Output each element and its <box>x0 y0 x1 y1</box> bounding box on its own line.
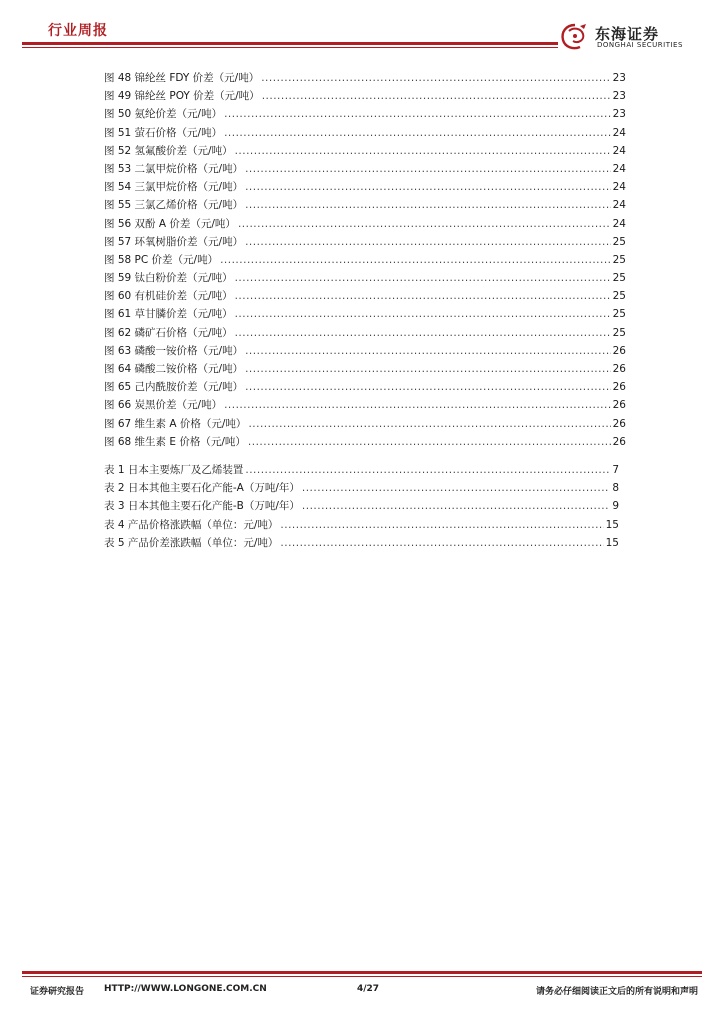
toc-entry-page: 23 <box>612 108 626 121</box>
toc-leader-dots <box>248 418 610 430</box>
toc-entry-label: 图 58 PC 价差（元/吨） <box>104 253 219 266</box>
toc-leader-dots <box>245 363 611 375</box>
toc-leader-dots <box>220 254 611 266</box>
toc-entry[interactable] <box>104 535 619 553</box>
toc-entry-page: 24 <box>612 162 626 175</box>
toc-entry-label: 图 64 磷酸二铵价格（元/吨） <box>104 363 244 375</box>
toc-entry-page: 9 <box>612 500 619 513</box>
toc-entry-page: 25 <box>612 290 626 303</box>
toc-leader-dots <box>235 290 611 302</box>
toc-entry-page: 25 <box>612 326 626 339</box>
toc-entry[interactable] <box>104 480 619 498</box>
toc-entry[interactable] <box>104 306 626 324</box>
toc-entry[interactable] <box>104 106 626 124</box>
toc-entry-page: 24 <box>612 217 626 230</box>
toc-entry[interactable] <box>104 161 626 179</box>
toc-leader-dots <box>224 399 611 411</box>
toc-entry[interactable] <box>104 397 626 415</box>
toc-entry-label: 图 57 环氧树脂价差（元/吨） <box>104 235 244 248</box>
toc-entry[interactable] <box>104 270 626 288</box>
toc-entry[interactable] <box>104 143 626 161</box>
footer-rule-thin <box>22 976 702 977</box>
toc-entry[interactable] <box>104 416 626 434</box>
toc-entry[interactable] <box>104 325 626 343</box>
toc-leader-dots <box>245 464 610 476</box>
toc-entry-page: 24 <box>612 199 626 212</box>
toc-entry-page: 26 <box>612 344 626 357</box>
table-index <box>104 462 626 553</box>
toc-entry-label: 图 53 二氯甲烷价格（元/吨） <box>104 162 244 175</box>
toc-entry-label: 图 56 双酚 A 价差（元/吨） <box>104 217 236 230</box>
footer-rule <box>22 971 702 974</box>
toc-entry-page: 25 <box>612 308 626 321</box>
toc-leader-dots <box>235 272 611 284</box>
toc-leader-dots <box>302 500 610 512</box>
toc-entry-label: 图 48 锦纶丝 FDY 价差（元/吨） <box>104 72 260 84</box>
toc-entry[interactable] <box>104 125 626 143</box>
toc-entry-page: 26 <box>612 363 626 375</box>
toc-leader-dots <box>248 436 611 448</box>
toc-entry-page: 23 <box>612 72 626 84</box>
toc-entry-label: 表 3 日本其他主要石化产能-B（万吨/年） <box>104 500 300 513</box>
toc-leader-dots <box>224 127 611 139</box>
toc-entry-label: 图 50 氨纶价差（元/吨） <box>104 108 223 121</box>
footer-report-type: 证券研究报告 <box>30 987 85 997</box>
toc-entry[interactable] <box>104 462 619 480</box>
toc-entry[interactable] <box>104 379 626 397</box>
toc-entry-label: 图 68 维生素 E 价格（元/吨） <box>104 435 246 448</box>
toc-entry-page: 25 <box>612 235 626 248</box>
toc-leader-dots <box>302 482 610 494</box>
toc-leader-dots <box>262 90 611 102</box>
header-tag: 行业周报 <box>48 23 108 39</box>
toc-leader-dots <box>245 381 611 393</box>
toc-entry-label: 图 51 萤石价格（元/吨） <box>104 126 223 139</box>
toc-entry-page: 26 <box>612 381 626 394</box>
toc-entry-page: 25 <box>612 272 626 285</box>
toc-entry-label: 图 52 氢氟酸价差（元/吨） <box>104 144 233 157</box>
toc-leader-dots <box>245 236 611 248</box>
toc-entry[interactable] <box>104 343 626 361</box>
toc-leader-dots <box>280 537 603 549</box>
toc-entry-label: 图 66 炭黑价差（元/吨） <box>104 399 223 412</box>
toc-entry[interactable] <box>104 434 626 452</box>
toc-entry[interactable] <box>104 197 626 215</box>
toc-entry-page: 24 <box>612 181 626 194</box>
footer-website-link[interactable]: HTTP://WWW.LONGONE.COM.CN <box>104 984 267 994</box>
toc-entry-page: 26 <box>612 399 626 412</box>
toc-entry-page: 26 <box>612 435 626 448</box>
toc-leader-dots <box>245 181 611 193</box>
toc-leader-dots <box>261 72 610 84</box>
company-logo <box>558 22 708 52</box>
toc-entry[interactable] <box>104 288 626 306</box>
toc-entry[interactable] <box>104 234 626 252</box>
toc-leader-dots <box>235 145 611 157</box>
toc-entry[interactable] <box>104 179 626 197</box>
toc-entry-label: 表 2 日本其他主要石化产能-A（万吨/年） <box>104 482 300 495</box>
toc-leader-dots <box>235 327 611 339</box>
footer-disclaimer: 请务必仔细阅读正文后的所有说明和声明 <box>535 987 698 997</box>
toc-leader-dots <box>245 163 611 175</box>
logo-name-cn: 东海证券 <box>595 25 660 43</box>
toc-leader-dots <box>238 218 611 230</box>
toc-entry[interactable] <box>104 216 626 234</box>
toc-entry-label: 图 49 锦纶丝 POY 价差（元/吨） <box>104 90 260 103</box>
toc-entry[interactable] <box>104 517 619 535</box>
toc-entry-label: 表 1 日本主要炼厂及乙烯装置 <box>104 464 244 476</box>
toc-leader-dots <box>245 345 611 357</box>
toc-entry-label: 图 60 有机硅价差（元/吨） <box>104 290 233 303</box>
toc-entry[interactable] <box>104 70 626 88</box>
toc-entry[interactable] <box>104 361 626 379</box>
toc-leader-dots <box>224 108 611 120</box>
toc-entry-label: 图 67 维生素 A 价格（元/吨） <box>104 417 247 430</box>
toc-entry-page: 26 <box>612 417 626 430</box>
figure-index <box>104 70 626 452</box>
logo-name-en: DONGHAI SECURITIES <box>597 41 683 49</box>
toc-entry-label: 图 61 草甘膦价差（元/吨） <box>104 308 233 321</box>
toc-entry-label: 表 4 产品价格涨跌幅（单位：元/吨） <box>104 518 279 531</box>
toc-entry-page: 24 <box>612 144 626 157</box>
toc-entry-label: 图 65 己内酰胺价差（元/吨） <box>104 381 244 394</box>
footer-page-number: 4/27 <box>357 984 380 994</box>
toc-entry-label: 表 5 产品价差涨跌幅（单位：元/吨） <box>104 536 279 549</box>
toc-entry-label: 图 59 钛白粉价差（元/吨） <box>104 272 233 285</box>
toc-entry-page: 24 <box>612 126 626 139</box>
toc-leader-dots <box>280 519 603 531</box>
toc-entry-label: 图 62 磷矿石价格（元/吨） <box>104 326 233 339</box>
dragon-logo-icon <box>558 22 592 52</box>
toc-leader-dots <box>235 308 611 320</box>
toc-leader-dots <box>245 199 611 211</box>
toc-entry-page: 7 <box>612 464 619 476</box>
toc-entry[interactable] <box>104 498 619 516</box>
toc-entry-label: 图 55 三氯乙烯价格（元/吨） <box>104 199 244 212</box>
toc-entry-page: 15 <box>605 536 619 549</box>
toc-entry-page: 25 <box>612 253 626 266</box>
toc-entry[interactable] <box>104 88 626 106</box>
toc-entry-label: 图 54 三氯甲烷价格（元/吨） <box>104 181 244 194</box>
toc-entry-label: 图 63 磷酸一铵价格（元/吨） <box>104 344 244 357</box>
toc-entry-page: 15 <box>605 518 619 531</box>
toc-entry-page: 23 <box>612 90 626 103</box>
toc-entry[interactable] <box>104 252 626 270</box>
toc-entry-page: 8 <box>612 482 619 495</box>
